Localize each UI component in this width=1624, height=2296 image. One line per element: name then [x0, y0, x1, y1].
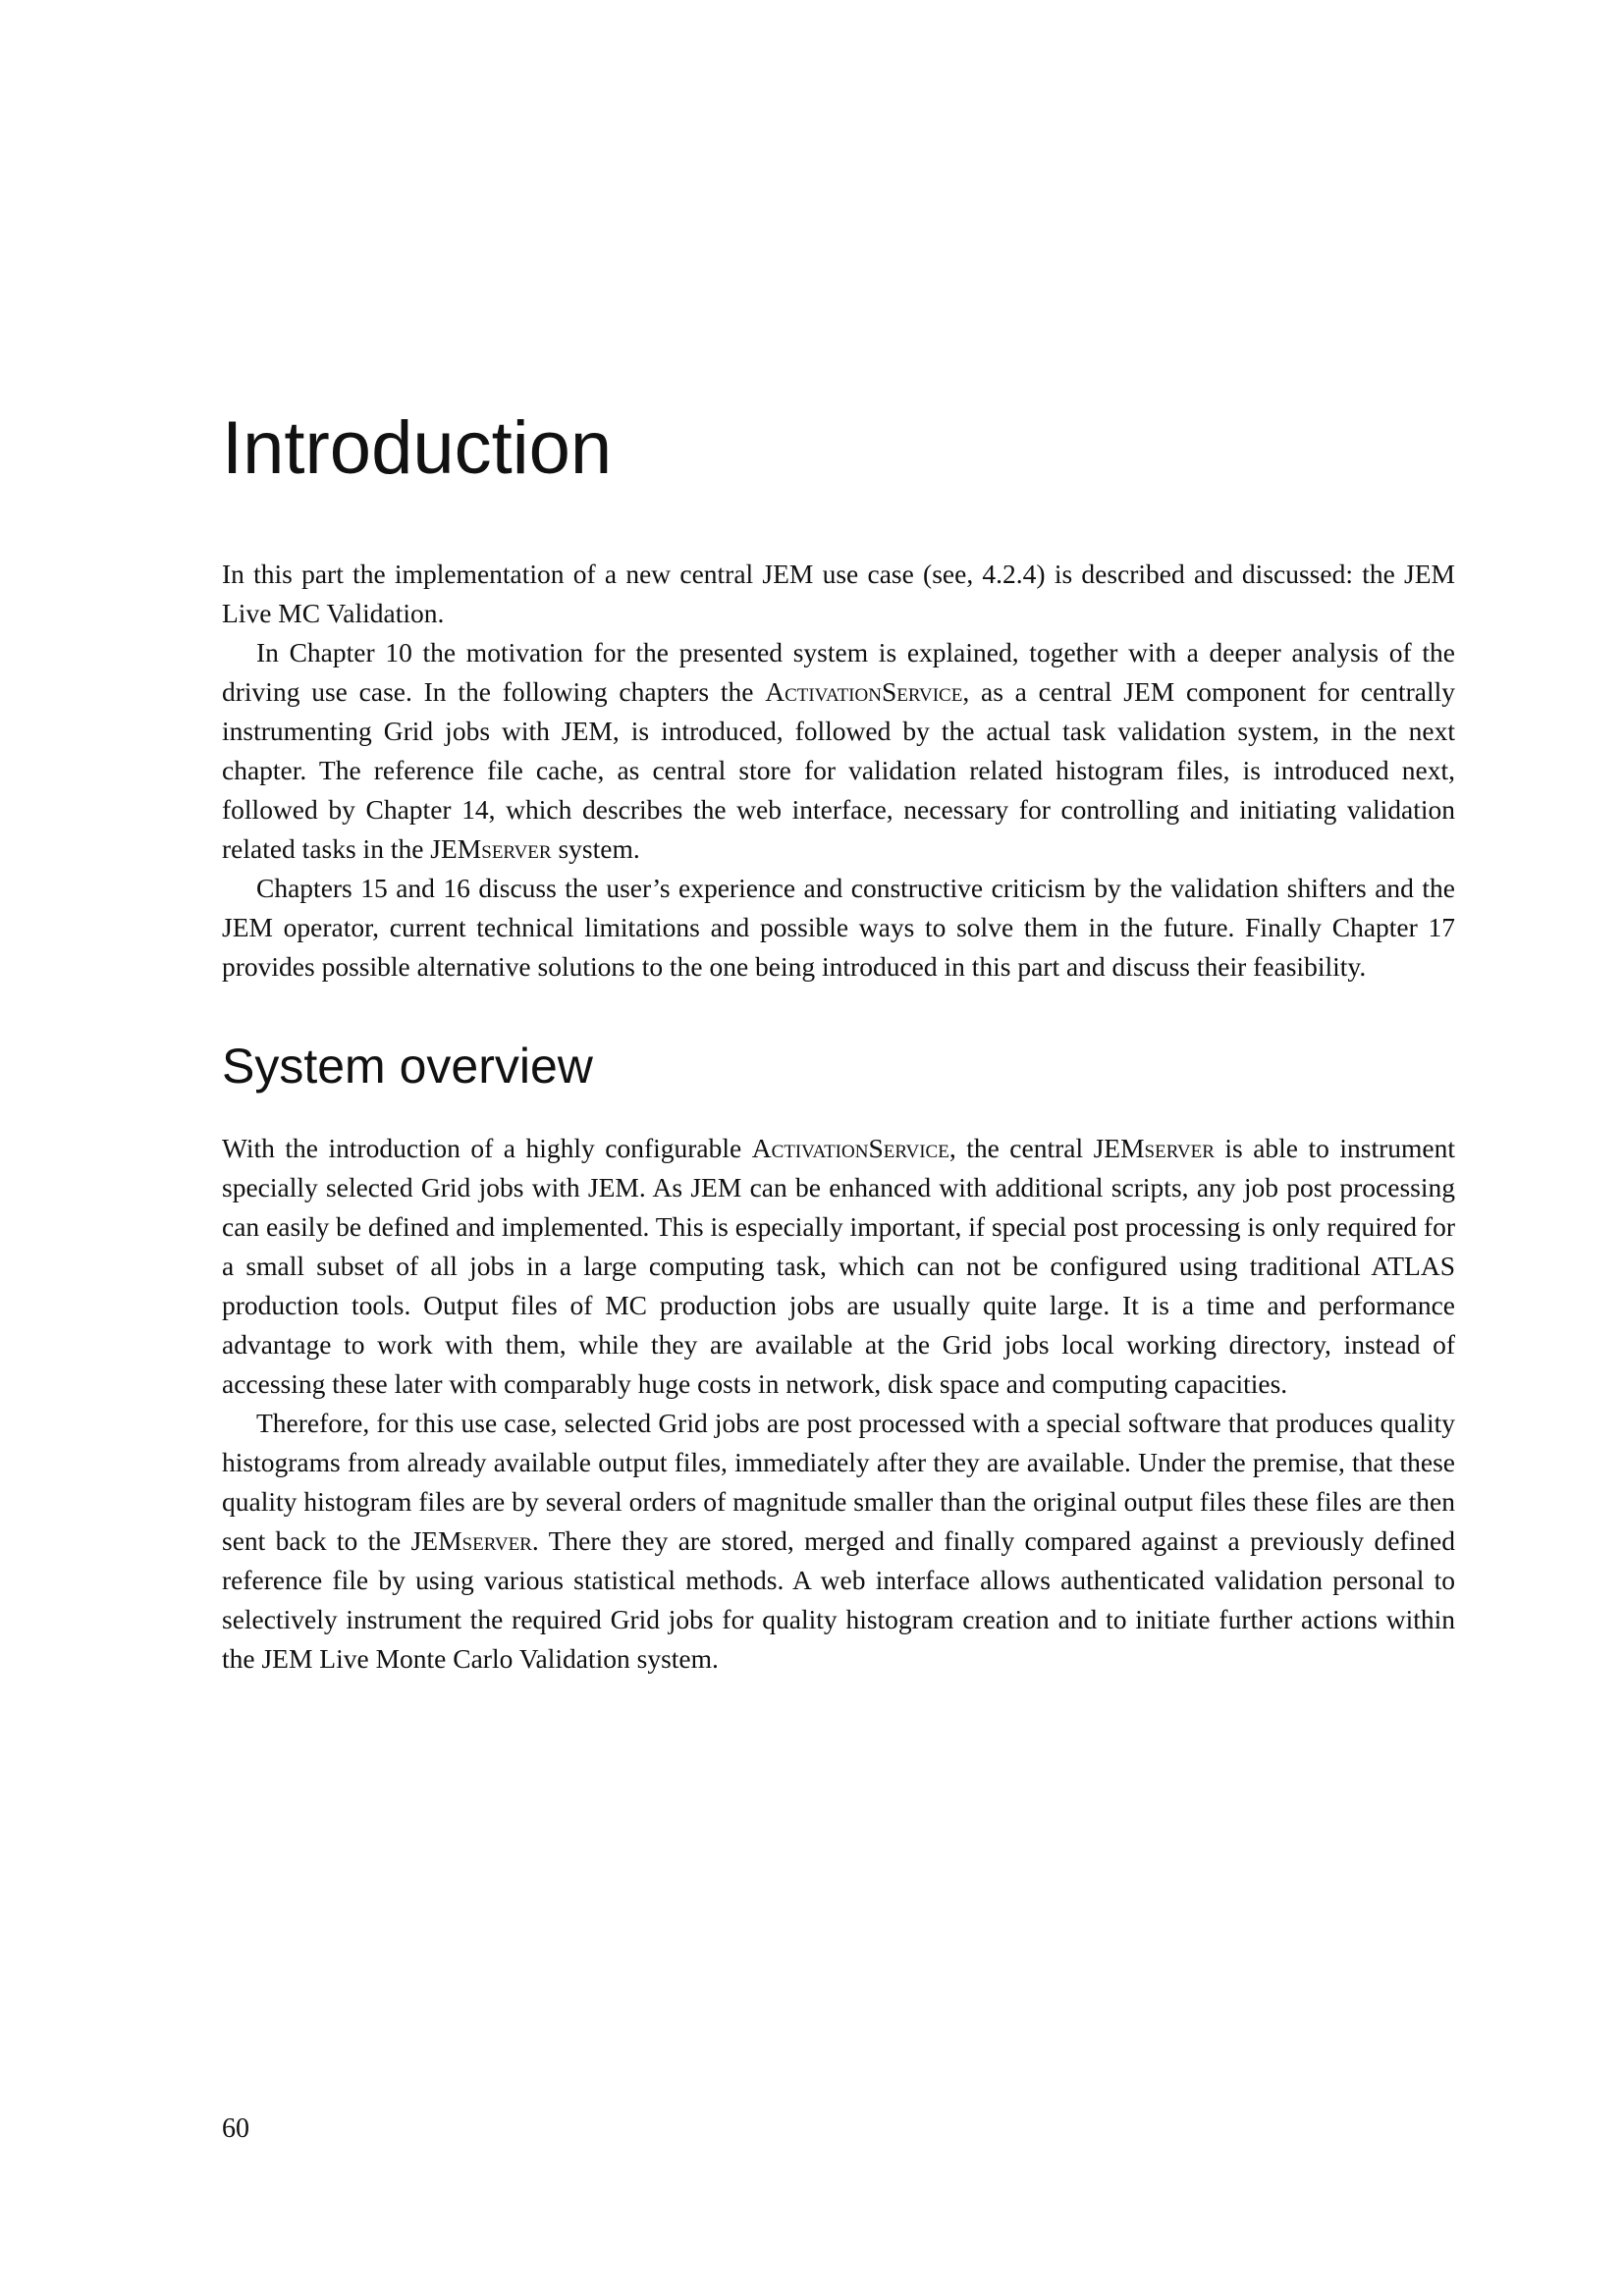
paragraph: [222, 1404, 1455, 1679]
text-segment: In Chapter 10 the motivation for the presented system is explained, together with a deeper analysis of the driving use case. In the following chapters the: [222, 637, 1455, 707]
text-segment: is able to instrument specially selected Grid jobs with JEM. As JEM can be enhanced with additional scripts, any job post processing can easily be defined and implemented. This is especially important, if special post processing is only required for a small subset of all jobs in a large computing task, which can not be configured using traditional ATLAS production tools. Output files of MC production jobs are usually quite large. It is a time and performance advantage to work with them, while they are available at the Grid jobs local working directory, instead of accessing these later with comparably huge costs in network, disk space and computing capacities.: [222, 1133, 1456, 1399]
paragraph: [222, 1129, 1455, 1404]
text-segment: system.: [551, 833, 640, 864]
smallcaps-term: server: [1144, 1133, 1215, 1163]
text-segment: Therefore, for this use case, selected Grid jobs are post processed with a special software that produces quality histograms from already available output files, immediately after they are available. Under the premise, that these quality histogram files are by several orders of magnitude smaller than the original output files these files are then sent back to the JEM: [222, 1408, 1455, 1556]
paragraph: [222, 555, 1455, 633]
text-segment: . There they are stored, merged and finally compared against a previously defined reference file by using various statistical methods. A web interface allows authenticated validation personal to selectively instrument the required Grid jobs for quality histogram creation and to initiate further actions within the JEM Live Monte Carlo Validation system.: [222, 1525, 1455, 1674]
text-segment: Chapters 15 and 16 discuss the user’s experience and constructive criticism by the validation shifters and the JEM operator, current technical limitations and possible ways to solve them in the future. Finally Chapter 17 provides possible alternative solutions to the one being introduced in this part and discuss their feasibility.: [222, 873, 1455, 982]
smallcaps-term: ActivationService: [751, 1133, 949, 1163]
text-segment: With the introduction of a highly configurable: [222, 1133, 752, 1163]
paragraph: [222, 633, 1455, 869]
text-segment: , as a central JEM component for centrally instrumenting Grid jobs with JEM, is introduced, followed by the actual task validation system, in the next chapter. The reference file cache, as central store for validation related histogram files, is introduced next, followed by Chapter 14, which describes the web interface, necessary for controlling and initiating validation related tasks in the JEM: [222, 676, 1456, 864]
smallcaps-term: ActivationService: [765, 676, 963, 707]
paragraph: [222, 869, 1455, 987]
smallcaps-term: server: [481, 833, 552, 864]
page-number: 60: [222, 2113, 249, 2144]
section-heading: System overview: [222, 1039, 593, 1094]
section-paragraphs: [222, 1129, 1455, 1679]
text-segment: In this part the implementation of a new central JEM use case (see, 4.2.4) is described and discussed: the JEM Live MC Validation.: [222, 559, 1455, 628]
intro-paragraphs: [222, 555, 1455, 987]
text-column: [222, 0, 1455, 1679]
smallcaps-term: server: [461, 1525, 532, 1556]
text-segment: , the central JEM: [948, 1133, 1145, 1163]
chapter-title: Introduction: [222, 406, 613, 490]
